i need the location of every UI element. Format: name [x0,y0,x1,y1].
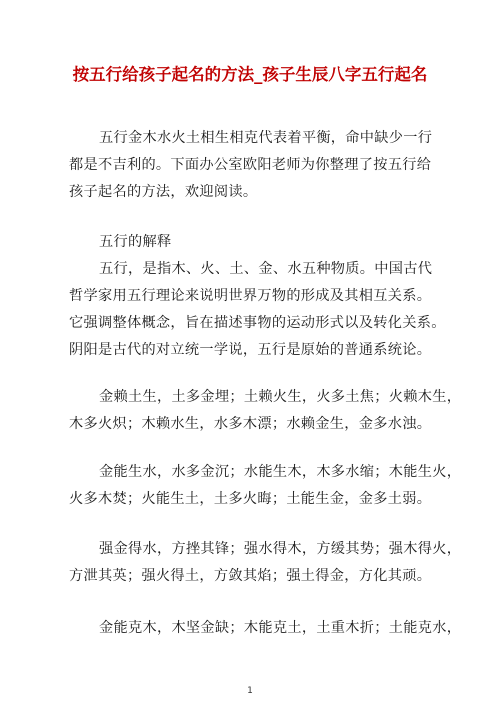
intro-line: 孩子起名的方法，欢迎阅读。 [69,184,258,200]
qiang-line: 方泄其英；强火得土，方敛其焰；强土得金，方化其顽。 [69,568,432,584]
explanation-line: 哲学家用五行理论来说明世界万物的形成及其相互关系。 [69,288,432,304]
intro-paragraph [69,125,431,206]
section-heading: 五行的解释 [99,234,172,250]
explanation-section [69,229,446,364]
intro-line: 五行金木水火土相生相克代表着平衡，命中缺少一行 [99,130,433,146]
qiang-paragraph [69,536,462,590]
qiang-line: 强金得水，方挫其锋；强水得木，方缓其势；强木得火， [99,541,462,557]
explanation-line: 它强调整体概念，旨在描述事物的运动形式以及转化关系。 [69,315,446,331]
page-number: 1 [247,686,253,696]
document-title: 按五行给孩子起名的方法_孩子生辰八字五行起名 [72,65,428,84]
ke-paragraph [69,615,462,642]
explanation-line: 五行，是指木、火、土、金、水五种物质。中国古代 [99,261,433,277]
neng-sheng-line: 金能生水，水多金沉；水能生木，木多水缩；木能生火， [99,464,462,480]
neng-sheng-paragraph [69,459,462,513]
lai-line: 金赖土生，土多金埋；土赖火生，火多土焦；火赖木生， [99,389,462,405]
lai-paragraph [69,384,462,438]
intro-line: 都是不吉利的。下面办公室欧阳老师为你整理了按五行给 [69,157,432,173]
explanation-line: 阴阳是古代的对立统一学说，五行是原始的普通系统论。 [69,342,432,358]
ke-line: 金能克木，木坚金缺；木能克土，土重木折；土能克水， [99,620,462,636]
lai-line: 木多火炽；木赖水生，水多木漂；水赖金生，金多水浊。 [69,416,432,432]
neng-sheng-line: 火多木焚；火能生土，土多火晦；土能生金，金多土弱。 [69,491,432,507]
